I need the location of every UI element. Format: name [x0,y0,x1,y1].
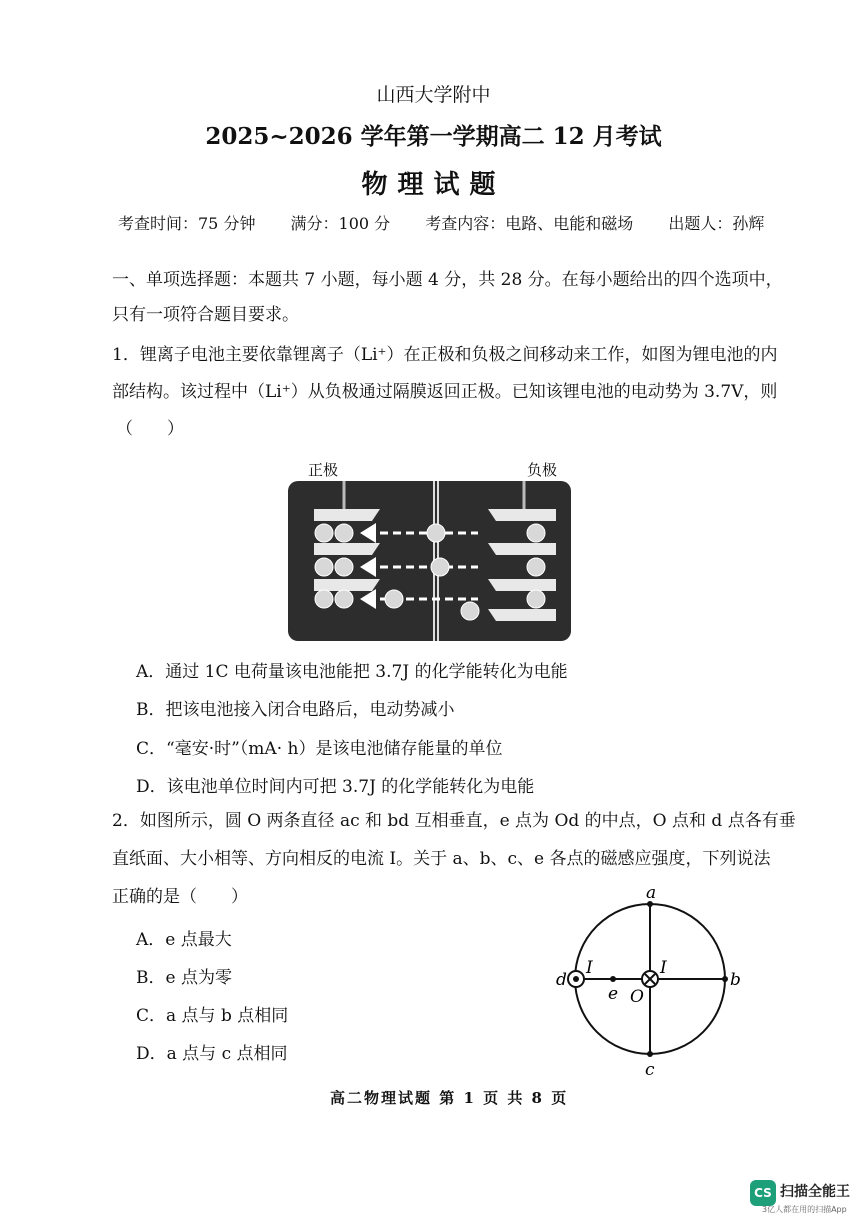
page-footer: 高二物理试题 第 1 页 共 8 页 [330,1089,569,1107]
q2-stem-line2: 直纸面、大小相等、方向相反的电流 I。关于 a、b、c、e 各点的磁感应强度，下列说法 [112,849,771,869]
subject-title: 物理试题 [361,170,506,200]
q1-answer-blank: （ ） [116,419,184,439]
battery-structure-svg [288,481,571,641]
exam-content: 考查内容：电路、电能和磁场 [425,214,634,233]
section-heading-line2: 只有一项符合题目要求。 [112,305,299,325]
point-o-label: O [630,987,644,1007]
point-b-label: b [730,970,741,990]
camscanner-logo-icon: CS [750,1180,776,1206]
q2-stem-line3: 正确的是（ ） [112,887,248,907]
q1-option-c: C．“毫安·时”（mA· h）是该电池储存能量的单位 [136,739,503,759]
q2-option-b: B．e 点为零 [136,968,232,988]
current-d-label: I [586,958,593,978]
exam-title: 2025~2026 学年第一学期高二 12 月考试 [205,123,662,150]
school-name: 山西大学附中 [376,84,491,106]
point-c-label: c [645,1060,655,1080]
q1-option-a: A．通过 1C 电荷量该电池能把 3.7J 的化学能转化为电能 [136,662,568,682]
q2-option-c: C．a 点与 b 点相同 [136,1006,289,1026]
q1-option-d: D．该电池单位时间内可把 3.7J 的化学能转化为电能 [136,777,535,797]
full-score: 满分：100 分 [290,214,391,233]
q2-option-a: A．e 点最大 [136,930,232,950]
camscanner-tagline: 3亿人都在用的扫描App [762,1205,847,1214]
exam-author: 出题人：孙辉 [668,214,765,233]
exam-time: 考查时间：75 分钟 [118,214,256,233]
point-d-label: d [556,970,567,990]
q2-stem-line1: 2．如图所示，圆 O 两条直径 ac 和 bd 互相垂直，e 点为 Od 的中点，O 点和 d 点各有垂 [112,811,796,831]
current-o-label: I [660,958,667,978]
q2-option-d: D．a 点与 c 点相同 [136,1044,288,1064]
lithium-battery-figure [288,481,571,641]
camscanner-name: 扫描全能王 [780,1184,850,1200]
q1-stem-line2: 部结构。该过程中（Li⁺）从负极通过隔膜返回正极。已知该锂电池的电动势为 3.7V，则 [112,382,778,402]
positive-electrode-label: 正极 [308,461,339,479]
negative-electrode-label: 负极 [527,461,558,479]
circle-figure [550,880,750,1080]
q1-option-b: B．把该电池接入闭合电路后，电动势减小 [136,700,455,720]
point-a-label: a [646,883,657,903]
section-heading-line1: 一、单项选择题：本题共 7 小题，每小题 4 分，共 28 分。在每小题给出的四个选项中， [112,270,783,290]
q1-stem-line1: 1．锂离子电池主要依靠锂离子（Li⁺）在正极和负极之间移动来工作，如图为锂电池的内 [112,345,778,365]
exam-info [118,211,794,234]
point-e-label: e [608,984,619,1004]
